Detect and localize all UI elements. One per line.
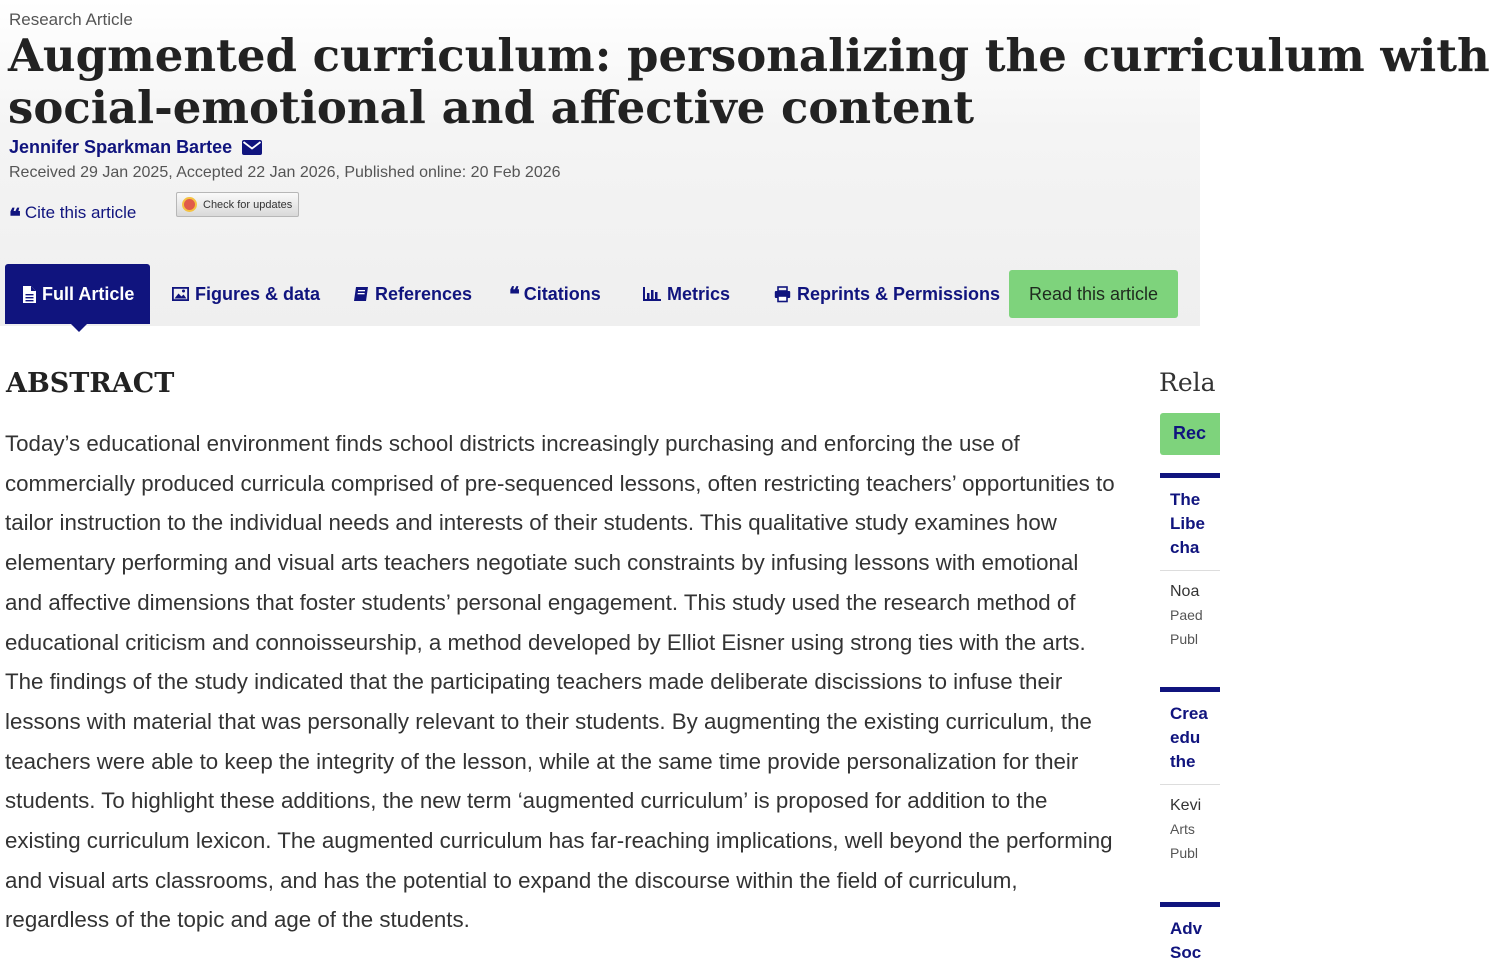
tab-label: References bbox=[375, 283, 473, 304]
author-link[interactable]: Jennifer Sparkman Bartee bbox=[9, 137, 233, 157]
related-article-title[interactable] bbox=[1160, 478, 1220, 560]
article-title-line-2: social-emotional and affective content bbox=[8, 81, 975, 134]
article-type-label: Research Article bbox=[9, 10, 133, 29]
title-line: Soc bbox=[1170, 943, 1202, 962]
tab-label: Figures & data bbox=[195, 283, 321, 304]
publication-dates: Received 29 Jan 2025, Accepted 22 Jan 2026, Published online: 20 Feb 2026 bbox=[9, 164, 561, 181]
tab-full-article[interactable] bbox=[5, 264, 150, 324]
bar-chart-icon bbox=[643, 287, 661, 301]
title-line: cha bbox=[1170, 538, 1200, 557]
abstract-text: Today’s educational environment finds school districts increasingly purchasing and enforcing the use of commercially produced curricula comprised of pre-sequenced lessons, often restricting teachers’ opportunities to tailor instruction to the individual needs and interests of their students. This qualitative study examines how elementary performing and visual arts teachers negotiate such constraints by infusing lessons with emotional and affective dimensions that foster students’ personal engagement. This study used the research method of educational criticism and connoisseurship, a method developed by Elliot Eisner using strong ties with the arts. The findings of the study indicated that the participating teachers made deliberate discissions to infuse their lessons with material that was personally relevant to their students. By augmenting the existing curriculum, the teachers were able to keep the integrity of the lesson, while at the same time provide personalization for their students. To highlight these additions, the new term ‘augmented curriculum’ is proposed for addition to the existing curriculum lexicon. The augmented curriculum has far-reaching implications, well beyond the performing and visual arts classrooms, and has the potential to expand the discourse within the field of curriculum, regardless of the topic and age of the students. bbox=[5, 431, 1115, 933]
tab-label: Metrics bbox=[667, 283, 731, 304]
check-for-updates-button[interactable] bbox=[176, 192, 299, 217]
title-line: edu bbox=[1170, 728, 1201, 747]
cite-article-link[interactable] bbox=[9, 202, 137, 230]
author-row bbox=[9, 137, 262, 158]
related-article-card[interactable] bbox=[1160, 473, 1220, 683]
title-line: Crea bbox=[1170, 704, 1208, 723]
email-icon[interactable] bbox=[242, 140, 262, 155]
related-article-card[interactable] bbox=[1160, 902, 1220, 980]
article-title-line-1: Augmented curriculum: personalizing the curriculum with bbox=[8, 29, 1490, 82]
cite-article-label: Cite this article bbox=[24, 203, 137, 222]
related-article-journal: Arts bbox=[1170, 821, 1195, 837]
article-header bbox=[0, 0, 1490, 326]
quote-icon: ❝ bbox=[509, 282, 518, 306]
title-line: The bbox=[1170, 490, 1201, 509]
related-article-journal: Paed bbox=[1170, 607, 1203, 623]
tab-figures-data[interactable] bbox=[172, 264, 320, 324]
book-icon bbox=[353, 286, 369, 302]
tab-references[interactable] bbox=[353, 264, 472, 324]
tab-metrics[interactable] bbox=[643, 264, 730, 324]
tab-label: Citations bbox=[523, 283, 601, 304]
crossmark-icon bbox=[182, 197, 197, 212]
quote-icon: ❝ bbox=[9, 204, 19, 230]
related-article-title[interactable] bbox=[1160, 692, 1220, 774]
related-article-author: Noa bbox=[1170, 583, 1200, 600]
tab-reprints-permissions[interactable] bbox=[774, 264, 1000, 324]
related-article-published: Publ bbox=[1170, 845, 1199, 861]
image-icon bbox=[172, 287, 189, 301]
recommended-tab-button[interactable]: Rec bbox=[1160, 413, 1220, 455]
check-for-updates-label: Check for updates bbox=[203, 198, 293, 211]
print-icon bbox=[774, 287, 791, 302]
read-this-article-button[interactable]: Read this article bbox=[1009, 270, 1178, 318]
article-tabs bbox=[0, 264, 1200, 326]
title-line: Libe bbox=[1170, 514, 1205, 533]
related-research-heading: Rela bbox=[1159, 368, 1216, 397]
related-article-title[interactable] bbox=[1160, 907, 1220, 965]
tab-label: Full Article bbox=[42, 283, 135, 304]
tab-citations[interactable] bbox=[509, 264, 601, 324]
document-icon bbox=[23, 286, 36, 303]
related-article-author: Kevi bbox=[1170, 797, 1202, 814]
abstract-heading: ABSTRACT bbox=[6, 368, 175, 399]
tab-label: Reprints & Permissions bbox=[797, 283, 1001, 304]
related-article-card[interactable] bbox=[1160, 687, 1220, 897]
article-title bbox=[8, 29, 1490, 134]
title-line: Adv bbox=[1170, 919, 1203, 938]
title-line: the bbox=[1170, 752, 1196, 771]
related-article-published: Publ bbox=[1170, 631, 1199, 647]
